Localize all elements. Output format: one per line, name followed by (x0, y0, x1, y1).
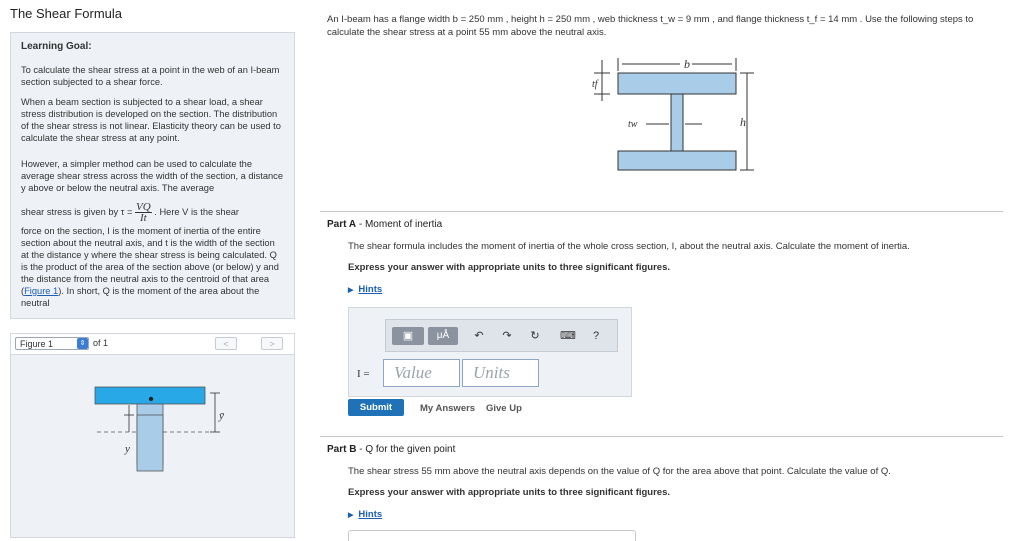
expand-triangle-icon: ▶ (348, 287, 354, 294)
figure-panel (10, 333, 295, 538)
expand-triangle-icon: ▶ (348, 512, 354, 519)
top-flange-highlight (95, 387, 205, 404)
figure-next-button[interactable]: > (261, 337, 283, 350)
submit-button[interactable]: Submit (348, 399, 404, 416)
part-b-answer-panel (348, 530, 636, 541)
figure-prev-button[interactable]: < (215, 337, 237, 350)
select-arrows-icon: ⇕ (77, 338, 88, 349)
part-b-separator (320, 436, 1003, 437)
formula-lead: shear stress is given by τ = (21, 206, 133, 217)
part-b-hints-label: Hints (358, 509, 383, 520)
part-a-instruction: Express your answer with appropriate units to three significant figures. (348, 262, 671, 273)
part-b-hints-link[interactable] (348, 509, 382, 520)
part-a-title: - Moment of inertia (356, 219, 443, 230)
symbols-button[interactable]: μÅ (428, 327, 458, 345)
part-a-separator (320, 211, 1003, 212)
reset-icon[interactable]: ↻ (530, 330, 540, 342)
part-b-heading (327, 444, 455, 455)
p5-text: force on the section, I is the moment of inertia of the entire section about the neutral axis, and t is the width of the section at the distance y where the shear stress is being calculated. Q is the product of the area of the section above (or below) y and the distance from the neutral axis to the centroid of that area ( (21, 226, 279, 296)
ybar-label: ȳ (219, 410, 224, 422)
math-toolbar (385, 319, 618, 352)
formula-tail: . Here V is the shear (154, 206, 240, 217)
dim-web (671, 94, 683, 151)
part-b-title: - Q for the given point (356, 444, 456, 455)
dim-tf-label: tf (592, 79, 598, 90)
ibeam-figure-1 (81, 379, 281, 499)
y-label: y (125, 443, 130, 455)
undo-icon[interactable]: ↶ (474, 330, 484, 342)
redo-icon[interactable]: ↷ (502, 330, 512, 342)
units-input[interactable]: Units (462, 359, 539, 387)
answer-label: I = (357, 368, 370, 380)
dim-b-label: b (684, 57, 690, 71)
formula-denominator: It (139, 212, 147, 224)
keyboard-icon[interactable]: ⌨ (560, 330, 576, 342)
learning-goal-p5 (21, 225, 284, 309)
part-b-text: The shear stress 55 mm above the neutral axis depends on the value of Q for the area above that point. Calculate the value of Q. (348, 466, 891, 477)
part-a-hints-link[interactable] (348, 284, 382, 295)
left-column (8, 0, 297, 538)
lower-body (137, 415, 163, 471)
figure-toolbar (11, 334, 294, 355)
centroid-dot (149, 397, 153, 401)
my-answers-link[interactable]: My Answers (420, 403, 476, 414)
learning-goal-heading: Learning Goal: (21, 41, 92, 52)
part-a-answer-panel (348, 307, 632, 397)
figure-select[interactable] (15, 337, 89, 350)
templates-button[interactable]: ▣ (392, 327, 424, 345)
figure-count: of 1 (93, 338, 109, 348)
part-a-heading (327, 219, 442, 230)
part-a-label: Part A (327, 219, 357, 230)
shear-formula-fraction (135, 202, 152, 223)
learning-goal-p3: However, a simpler method can be used to calculate the average shear stress across the width of the section, a distance y above or below the neutral axis. The average (21, 159, 284, 193)
part-a-text: The shear formula includes the moment of inertia of the whole cross section, I, about the neutral axis. Calculate the moment of inertia. (348, 241, 910, 252)
help-icon[interactable]: ? (592, 330, 600, 342)
right-column (320, 0, 1024, 538)
value-input[interactable]: Value (383, 359, 460, 387)
problem-intro: An I-beam has a flange width b = 250 mm , height h = 250 mm , web thickness t_w = 9 mm , and flange thickness t_f = 14 mm . Use the following steps to calculate the shear stress at a point 55 mm above the neutral axis. (327, 14, 974, 38)
dim-bottom-flange (618, 151, 736, 170)
part-b-label: Part B (327, 444, 357, 455)
p5-tail: ). In short, Q is the moment of the area about the neutral (21, 286, 260, 308)
figure-1-link[interactable]: Figure 1 (24, 286, 59, 296)
dim-tw-label: tw (628, 119, 638, 130)
formula-numerator: VQ (136, 201, 151, 213)
part-a-hints-label: Hints (358, 284, 383, 295)
dim-h-label: h (740, 115, 746, 129)
part-b-instruction: Express your answer with appropriate units to three significant figures. (348, 487, 671, 498)
dim-top-flange (618, 73, 736, 94)
learning-goal-p1: To calculate the shear stress at a point in the web of an I-beam section subjected to a shear force. (21, 65, 280, 87)
give-up-link[interactable]: Give Up (486, 403, 522, 414)
ibeam-dimension-figure (590, 53, 790, 178)
learning-goal-panel[interactable] (10, 32, 295, 319)
learning-goal-p4 (21, 202, 284, 223)
learning-goal-p2: When a beam section is subjected to a shear load, a shear stress distribution is developed on the section. The distribution of the shear stress is not linear. Elasticity theory can be used to calculate the shear stress at any point. (21, 97, 281, 143)
page-title: The Shear Formula (10, 6, 122, 21)
figure-select-value: Figure 1 (20, 339, 54, 349)
